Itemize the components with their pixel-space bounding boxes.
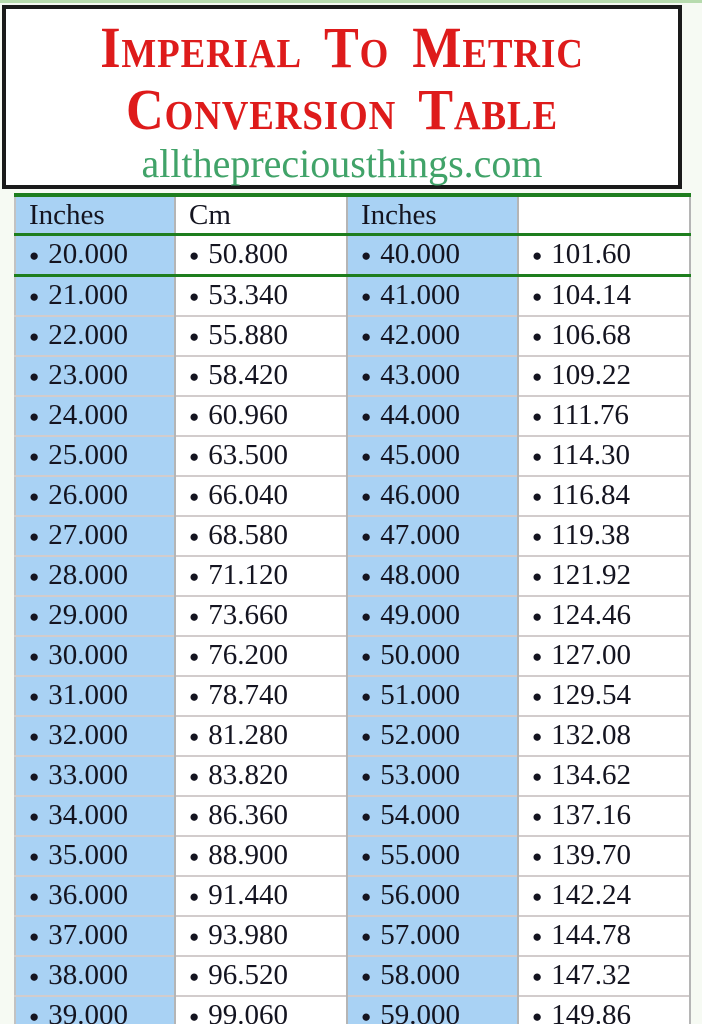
cell-value: 111.76: [551, 399, 629, 431]
conversion-table: [14, 193, 691, 1024]
cm-cell: [175, 356, 347, 396]
table-row: [15, 396, 690, 436]
cell-value: 104.14: [551, 279, 632, 311]
table-row: [15, 436, 690, 476]
bullet-icon: ●: [532, 887, 543, 906]
cm-cell: [518, 996, 690, 1024]
table-row: [15, 716, 690, 756]
inches-cell: [347, 276, 518, 317]
cell-value: 38.000: [48, 959, 129, 991]
bullet-icon: ●: [29, 927, 40, 946]
table-row: [15, 556, 690, 596]
cell-value: 26.000: [48, 479, 129, 511]
cell-value: 30.000: [48, 639, 129, 671]
cell-value: 147.32: [551, 959, 632, 991]
cm-cell: [175, 516, 347, 556]
bullet-icon: ●: [189, 647, 200, 666]
table-row: [15, 996, 690, 1024]
cm-cell: [175, 235, 347, 276]
inches-cell: [15, 396, 175, 436]
inches-cell: [347, 716, 518, 756]
bullet-icon: ●: [189, 927, 200, 946]
bullet-icon: ●: [29, 687, 40, 706]
bullet-icon: ●: [189, 687, 200, 706]
bullet-icon: ●: [189, 367, 200, 386]
cm-cell: [518, 596, 690, 636]
cm-cell: [175, 476, 347, 516]
table-row: [15, 476, 690, 516]
inches-cell: [15, 235, 175, 276]
bullet-icon: ●: [532, 246, 543, 265]
inches-cell: [347, 756, 518, 796]
inches-cell: [15, 916, 175, 956]
inches-cell: [15, 756, 175, 796]
inches-cell: [347, 596, 518, 636]
table-body: [15, 235, 690, 1024]
table-row: [15, 796, 690, 836]
inches-cell: [15, 876, 175, 916]
cell-value: 51.000: [380, 679, 461, 711]
cm-cell: [518, 276, 690, 317]
column-header-inches-right: Inches: [347, 195, 518, 235]
bullet-icon: ●: [29, 967, 40, 986]
bullet-icon: ●: [29, 246, 40, 265]
cm-cell: [518, 956, 690, 996]
bullet-icon: ●: [361, 927, 372, 946]
bullet-icon: ●: [189, 327, 200, 346]
bullet-icon: ●: [361, 647, 372, 666]
inches-cell: [15, 516, 175, 556]
bullet-icon: ●: [532, 447, 543, 466]
cell-value: 116.84: [551, 479, 630, 511]
cell-value: 57.000: [380, 919, 461, 951]
cell-value: 78.740: [208, 679, 289, 711]
column-header-cm-right: [518, 195, 690, 235]
cell-value: 21.000: [48, 279, 129, 311]
inches-cell: [347, 916, 518, 956]
cell-value: 63.500: [208, 439, 289, 471]
bullet-icon: ●: [189, 847, 200, 866]
bullet-icon: ●: [361, 727, 372, 746]
inches-cell: [15, 996, 175, 1024]
bullet-icon: ●: [361, 607, 372, 626]
cell-value: 20.000: [48, 238, 129, 270]
cm-cell: [518, 916, 690, 956]
cell-value: 50.800: [208, 238, 289, 270]
cell-value: 93.980: [208, 919, 289, 951]
cell-value: 76.200: [208, 639, 289, 671]
cell-value: 53.000: [380, 759, 461, 791]
cm-cell: [175, 316, 347, 356]
inches-cell: [347, 996, 518, 1024]
table-row: [15, 276, 690, 317]
cell-value: 45.000: [380, 439, 461, 471]
cell-value: 139.70: [551, 839, 632, 871]
cell-value: 132.08: [551, 719, 632, 751]
title-line-2: Conversion Table: [126, 77, 558, 142]
inches-cell: [15, 596, 175, 636]
cell-value: 86.360: [208, 799, 289, 831]
bullet-icon: ●: [189, 767, 200, 786]
bullet-icon: ●: [29, 407, 40, 426]
table-row: [15, 756, 690, 796]
bullet-icon: ●: [361, 487, 372, 506]
cm-cell: [175, 436, 347, 476]
table-row: [15, 836, 690, 876]
cm-cell: [175, 396, 347, 436]
cm-cell: [518, 356, 690, 396]
table-row: [15, 356, 690, 396]
inches-cell: [15, 476, 175, 516]
cell-value: 142.24: [551, 879, 632, 911]
cell-value: 127.00: [551, 639, 632, 671]
table-row: [15, 956, 690, 996]
table-row: [15, 876, 690, 916]
cell-value: 137.16: [551, 799, 632, 831]
cell-value: 96.520: [208, 959, 289, 991]
cell-value: 22.000: [48, 319, 129, 351]
inches-cell: [15, 436, 175, 476]
bullet-icon: ●: [361, 367, 372, 386]
cell-value: 34.000: [48, 799, 129, 831]
cell-value: 58.420: [208, 359, 289, 391]
inches-cell: [15, 956, 175, 996]
cm-cell: [518, 796, 690, 836]
inches-cell: [347, 356, 518, 396]
cell-value: 83.820: [208, 759, 289, 791]
cm-cell: [518, 516, 690, 556]
cell-value: 32.000: [48, 719, 129, 751]
cell-value: 144.78: [551, 919, 632, 951]
cell-value: 129.54: [551, 679, 632, 711]
cell-value: 39.000: [48, 999, 129, 1024]
cell-value: 106.68: [551, 319, 632, 351]
cell-value: 52.000: [380, 719, 461, 751]
cell-value: 99.060: [208, 999, 289, 1024]
bullet-icon: ●: [532, 807, 543, 826]
cell-value: 41.000: [380, 279, 461, 311]
title-line-1: Imperial To Metric: [100, 15, 584, 80]
cell-value: 24.000: [48, 399, 129, 431]
bullet-icon: ●: [532, 847, 543, 866]
cell-value: 48.000: [380, 559, 461, 591]
website-url: allthepreciousthings.com: [141, 141, 543, 186]
cell-value: 27.000: [48, 519, 129, 551]
table-header-row: [15, 195, 690, 235]
bullet-icon: ●: [532, 1007, 543, 1024]
inches-cell: [347, 836, 518, 876]
inches-cell: [15, 836, 175, 876]
cm-cell: [175, 836, 347, 876]
bullet-icon: ●: [361, 1007, 372, 1024]
bullet-icon: ●: [29, 887, 40, 906]
cell-value: 81.280: [208, 719, 289, 751]
cell-value: 58.000: [380, 959, 461, 991]
bullet-icon: ●: [29, 567, 40, 586]
bullet-icon: ●: [532, 527, 543, 546]
bullet-icon: ●: [532, 927, 543, 946]
inches-cell: [15, 796, 175, 836]
inches-cell: [347, 476, 518, 516]
bullet-icon: ●: [189, 1007, 200, 1024]
cell-value: 56.000: [380, 879, 461, 911]
table-row: [15, 235, 690, 276]
cell-value: 53.340: [208, 279, 289, 311]
bullet-icon: ●: [532, 287, 543, 306]
cell-value: 23.000: [48, 359, 129, 391]
cell-value: 40.000: [380, 238, 461, 270]
table-row: [15, 316, 690, 356]
cm-cell: [518, 235, 690, 276]
inches-cell: [347, 956, 518, 996]
cell-value: 37.000: [48, 919, 129, 951]
bullet-icon: ●: [361, 887, 372, 906]
bullet-icon: ●: [189, 567, 200, 586]
bullet-icon: ●: [532, 687, 543, 706]
inches-cell: [347, 396, 518, 436]
bullet-icon: ●: [29, 727, 40, 746]
cm-cell: [175, 716, 347, 756]
cell-value: 46.000: [380, 479, 461, 511]
cell-value: 124.46: [551, 599, 632, 631]
cm-cell: [518, 436, 690, 476]
inches-cell: [347, 316, 518, 356]
cm-cell: [175, 996, 347, 1024]
bullet-icon: ●: [29, 607, 40, 626]
bullet-icon: ●: [361, 407, 372, 426]
bullet-icon: ●: [532, 327, 543, 346]
cm-cell: [175, 276, 347, 317]
cell-value: 149.86: [551, 999, 632, 1024]
cell-value: 119.38: [551, 519, 630, 551]
cell-value: 121.92: [551, 559, 632, 591]
cell-value: 43.000: [380, 359, 461, 391]
title-card: [2, 5, 682, 189]
bullet-icon: ●: [361, 687, 372, 706]
cm-cell: [518, 316, 690, 356]
cm-cell: [175, 956, 347, 996]
bullet-icon: ●: [361, 807, 372, 826]
inches-cell: [347, 556, 518, 596]
cm-cell: [518, 636, 690, 676]
cm-cell: [518, 756, 690, 796]
cell-value: 73.660: [208, 599, 289, 631]
cell-value: 29.000: [48, 599, 129, 631]
bullet-icon: ●: [29, 647, 40, 666]
bullet-icon: ●: [532, 647, 543, 666]
cell-value: 101.60: [551, 238, 632, 270]
cm-cell: [175, 756, 347, 796]
bullet-icon: ●: [361, 767, 372, 786]
bullet-icon: ●: [29, 847, 40, 866]
bullet-icon: ●: [189, 607, 200, 626]
cell-value: 109.22: [551, 359, 632, 391]
inches-cell: [15, 356, 175, 396]
cm-cell: [518, 476, 690, 516]
bullet-icon: ●: [29, 1007, 40, 1024]
bullet-icon: ●: [189, 487, 200, 506]
inches-cell: [15, 716, 175, 756]
inches-cell: [347, 436, 518, 476]
cell-value: 25.000: [48, 439, 129, 471]
cell-value: 71.120: [208, 559, 289, 591]
bullet-icon: ●: [532, 767, 543, 786]
bullet-icon: ●: [189, 967, 200, 986]
bullet-icon: ●: [532, 967, 543, 986]
bullet-icon: ●: [29, 807, 40, 826]
inches-cell: [347, 876, 518, 916]
bullet-icon: ●: [29, 367, 40, 386]
cell-value: 66.040: [208, 479, 289, 511]
cell-value: 31.000: [48, 679, 129, 711]
bullet-icon: ●: [532, 567, 543, 586]
inches-cell: [15, 276, 175, 317]
bullet-icon: ●: [189, 287, 200, 306]
table-row: [15, 596, 690, 636]
bullet-icon: ●: [189, 887, 200, 906]
inches-cell: [15, 676, 175, 716]
inches-cell: [347, 676, 518, 716]
cm-cell: [175, 876, 347, 916]
bullet-icon: ●: [29, 487, 40, 506]
bullet-icon: ●: [361, 847, 372, 866]
cell-value: 49.000: [380, 599, 461, 631]
cm-cell: [518, 716, 690, 756]
cell-value: 91.440: [208, 879, 289, 911]
cm-cell: [175, 916, 347, 956]
bullet-icon: ●: [532, 407, 543, 426]
cell-value: 33.000: [48, 759, 129, 791]
column-header-inches-left: Inches: [15, 195, 175, 235]
cell-value: 47.000: [380, 519, 461, 551]
cell-value: 28.000: [48, 559, 129, 591]
bullet-icon: ●: [532, 487, 543, 506]
bullet-icon: ●: [361, 967, 372, 986]
bullet-icon: ●: [532, 607, 543, 626]
cell-value: 44.000: [380, 399, 461, 431]
cell-value: 50.000: [380, 639, 461, 671]
cm-cell: [518, 676, 690, 716]
table-row: [15, 636, 690, 676]
bullet-icon: ●: [29, 447, 40, 466]
bullet-icon: ●: [361, 327, 372, 346]
cm-cell: [175, 676, 347, 716]
bullet-icon: ●: [189, 447, 200, 466]
bullet-icon: ●: [361, 447, 372, 466]
inches-cell: [347, 235, 518, 276]
bullet-icon: ●: [29, 527, 40, 546]
bullet-icon: ●: [532, 367, 543, 386]
bullet-icon: ●: [361, 567, 372, 586]
bullet-icon: ●: [29, 327, 40, 346]
inches-cell: [347, 516, 518, 556]
bullet-icon: ●: [29, 767, 40, 786]
cm-cell: [175, 796, 347, 836]
cell-value: 60.960: [208, 399, 289, 431]
cm-cell: [518, 556, 690, 596]
bullet-icon: ●: [361, 287, 372, 306]
cell-value: 35.000: [48, 839, 129, 871]
bullet-icon: ●: [189, 807, 200, 826]
bullet-icon: ●: [189, 727, 200, 746]
cell-value: 88.900: [208, 839, 289, 871]
bullet-icon: ●: [361, 246, 372, 265]
cell-value: 114.30: [551, 439, 630, 471]
cell-value: 68.580: [208, 519, 289, 551]
bullet-icon: ●: [189, 527, 200, 546]
inches-cell: [15, 316, 175, 356]
table-row: [15, 676, 690, 716]
inches-cell: [347, 636, 518, 676]
table-row: [15, 916, 690, 956]
inches-cell: [347, 796, 518, 836]
cell-value: 54.000: [380, 799, 461, 831]
cm-cell: [175, 556, 347, 596]
cm-cell: [175, 596, 347, 636]
bullet-icon: ●: [361, 527, 372, 546]
table-row: [15, 516, 690, 556]
cell-value: 55.880: [208, 319, 289, 351]
cm-cell: [518, 396, 690, 436]
bullet-icon: ●: [532, 727, 543, 746]
cell-value: 55.000: [380, 839, 461, 871]
cell-value: 59.000: [380, 999, 461, 1024]
cm-cell: [518, 876, 690, 916]
bullet-icon: ●: [189, 407, 200, 426]
cell-value: 134.62: [551, 759, 632, 791]
column-header-cm-left: Cm: [175, 195, 347, 235]
bullet-icon: ●: [29, 287, 40, 306]
inches-cell: [15, 636, 175, 676]
inches-cell: [15, 556, 175, 596]
bullet-icon: ●: [189, 246, 200, 265]
cell-value: 36.000: [48, 879, 129, 911]
cm-cell: [518, 836, 690, 876]
top-border-strip: [0, 0, 702, 3]
cell-value: 42.000: [380, 319, 461, 351]
cm-cell: [175, 636, 347, 676]
